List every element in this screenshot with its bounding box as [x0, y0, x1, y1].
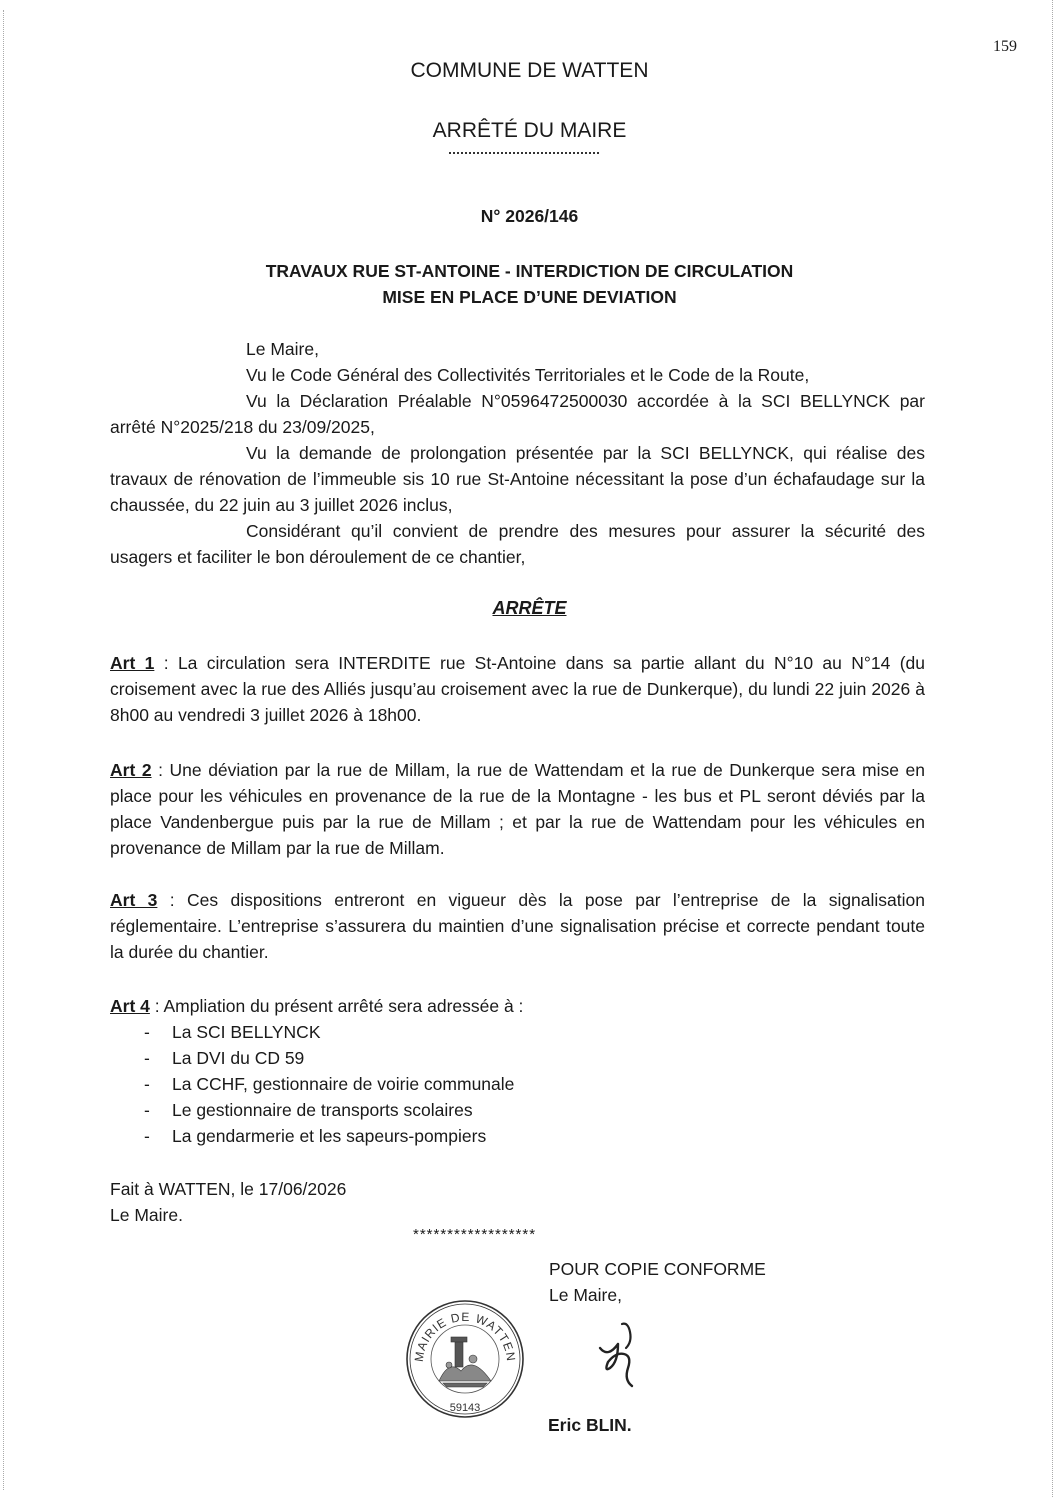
seal-icon: [403, 1297, 527, 1421]
recipient-item: - La gendarmerie et les sapeurs-pompiers: [110, 1123, 925, 1149]
recipient-item: - La CCHF, gestionnaire de voirie communale: [110, 1071, 925, 1097]
article-2-text: : Une déviation par la rue de Millam, la rue de Wattendam et la rue de Dunkerque sera mise en place pour les véhicules en provenance de la rue de la Montagne - les bus et PL seront déviés par la place Vandenbergue puis par la rue de Millam ; et par la rue de Wattendam pour les véhicules en provenance de Millam par la rue de Millam.: [110, 760, 925, 858]
article-4: [110, 993, 925, 1149]
preamble-vu-demande: Vu la demande de prolongation présentée par la SCI BELLYNCK, qui réalise des travaux de rénovation de l’immeuble sis 10 rue St-Antoine nécessitant la pose d’un échafaudage sur la chaussée, du 22 juin au 3 juillet 2026 inclus,: [110, 443, 925, 515]
mairie-seal-stamp: [403, 1297, 527, 1426]
recipient-item: - Le gestionnaire de transports scolaires: [110, 1097, 925, 1123]
subject-line-2: MISE EN PLACE D’UNE DEVIATION: [382, 287, 677, 307]
article-3-text: : Ces dispositions entreront en vigueur dès la pose par l’entreprise de la signalisation réglementaire. L’entreprise s’assurera du maintien d’une signalisation précise et correcte pendant toute la durée du chantier.: [110, 890, 925, 962]
article-1-label: Art 1: [110, 653, 155, 673]
closing-le-maire: Le Maire.: [110, 1205, 183, 1225]
article-1: [110, 650, 925, 728]
article-2: [110, 757, 925, 861]
article-1-text: : La circulation sera INTERDITE rue St-Antoine dans sa partie allant du N°10 au N°14 (du croisement avec la rue des Alliés jusqu’au croisement avec la rue de Dunkerque), du lundi 22 juin 2026 à 8h00 au vendredi 3 juillet 2026 à 18h00.: [110, 653, 925, 725]
svg-text:MAIRIE DE WATTEN: [412, 1310, 518, 1363]
document-title: ARRÊTÉ DU MAIRE: [432, 119, 627, 142]
subject: [0, 258, 1059, 310]
page-number: 159: [993, 38, 1017, 55]
arrete-number: N° 2026/146: [480, 206, 579, 226]
article-3: [110, 887, 925, 965]
signature-icon: [588, 1318, 648, 1390]
title-separator: [449, 152, 599, 154]
article-3-label: Art 3: [110, 890, 158, 910]
recipient-item: - La SCI BELLYNCK: [110, 1019, 925, 1045]
recipients-list: [110, 1019, 925, 1149]
preamble-vu-code: Vu le Code Général des Collectivités Territoriales et le Code de la Route,: [246, 365, 810, 385]
copie-conforme-block: [549, 1256, 766, 1308]
preamble-considerant: Considérant qu’il convient de prendre des mesures pour assurer la sécurité des usagers et faciliter le bon déroulement de ce chantier,: [110, 521, 925, 567]
seal-code: 59143: [449, 1402, 481, 1414]
recipient-item: - La DVI du CD 59: [110, 1045, 925, 1071]
preamble-le-maire: Le Maire,: [246, 339, 319, 359]
preamble: [110, 336, 925, 570]
stars-separator: ******************: [413, 1226, 537, 1243]
article-4-text: : Ampliation du présent arrêté sera adressée à :: [149, 996, 524, 1016]
copie-le-maire: Le Maire,: [549, 1285, 622, 1305]
handwritten-signature: [588, 1318, 648, 1395]
scan-edge-left: [3, 10, 4, 1490]
commune-heading: COMMUNE DE WATTEN: [410, 59, 649, 82]
copie-conforme: POUR COPIE CONFORME: [549, 1259, 766, 1279]
arrete-heading: ARRÊTE: [492, 598, 567, 618]
seal-name: MAIRIE DE WATTEN: [411, 1309, 519, 1363]
fait-a: Fait à WATTEN, le 17/06/2026: [110, 1179, 347, 1199]
preamble-vu-declaration: Vu la Déclaration Préalable N°0596472500030 accordée à la SCI BELLYNCK par arrêté N°2025/218 du 23/09/2025,: [110, 391, 925, 437]
closing-block: [110, 1176, 925, 1228]
signatory-name: Eric BLIN.: [548, 1415, 632, 1435]
article-4-label: Art 4: [110, 996, 150, 1016]
article-2-label: Art 2: [110, 760, 152, 780]
subject-line-1: TRAVAUX RUE ST-ANTOINE - INTERDICTION DE CIRCULATION: [265, 261, 794, 281]
